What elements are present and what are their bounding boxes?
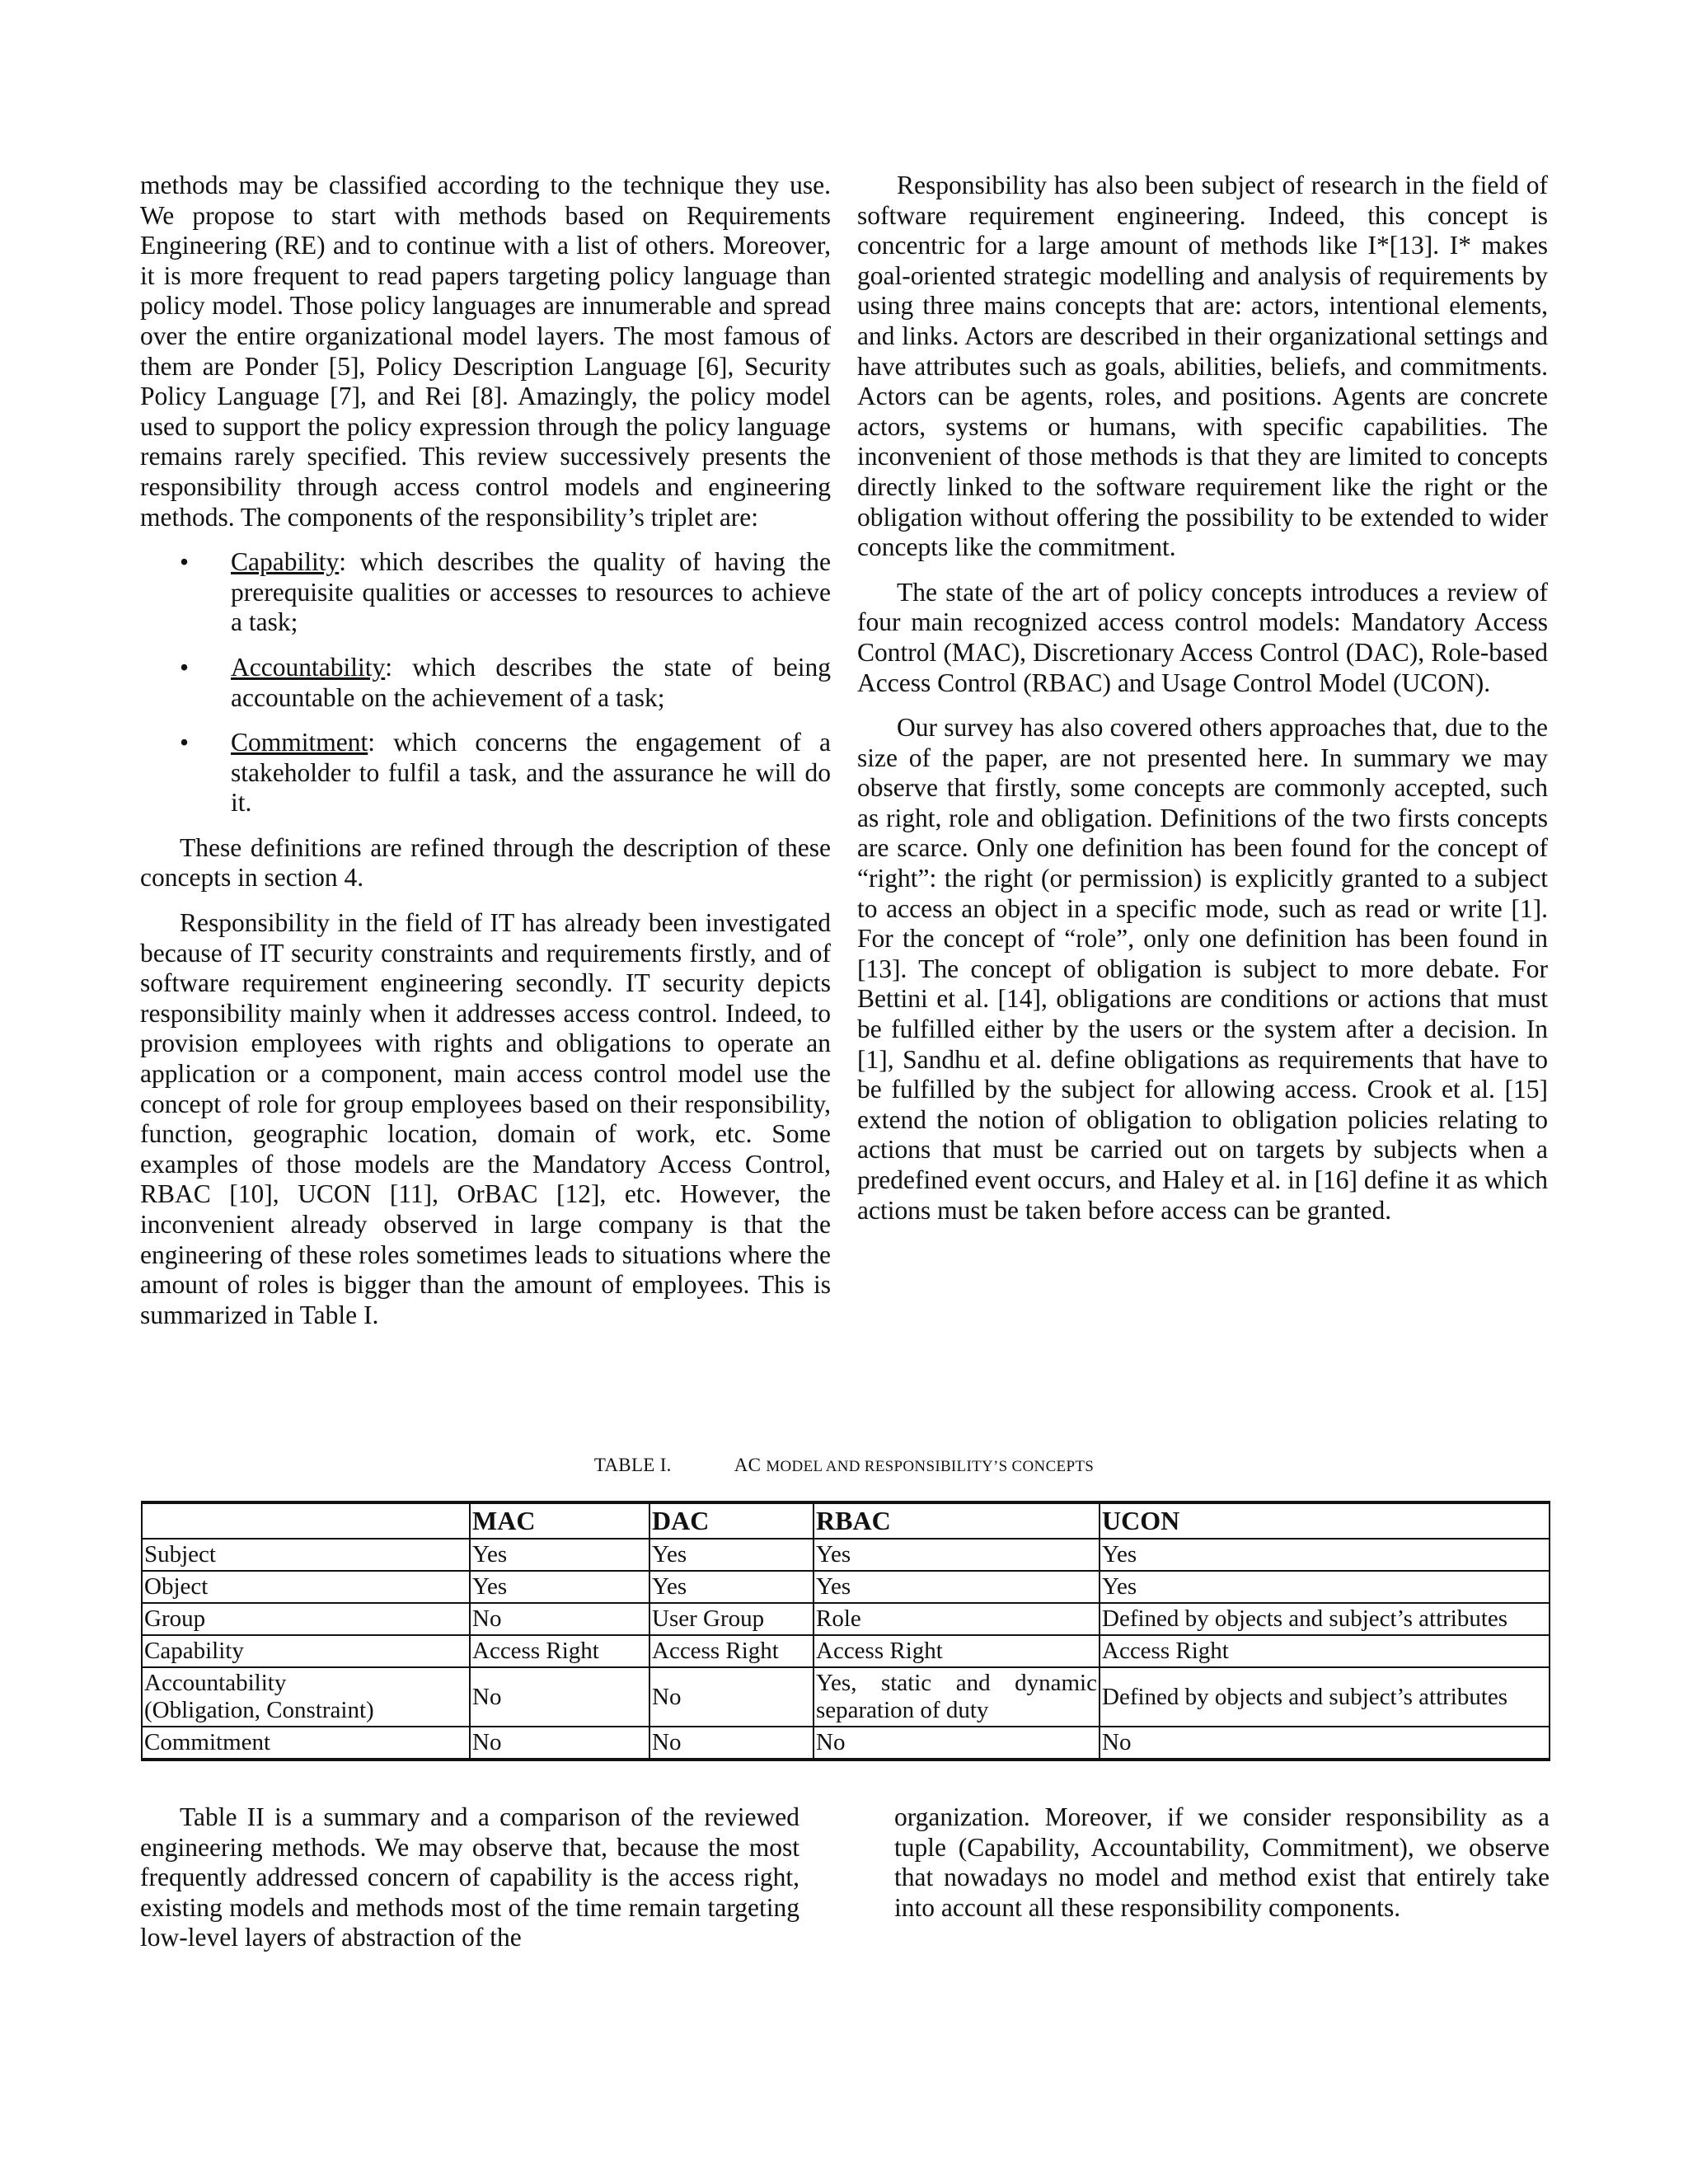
- table-row: [142, 1727, 1550, 1760]
- table-cell: Access Right: [470, 1635, 649, 1667]
- term-capability: Capability: [231, 547, 340, 577]
- ac-model-table: [141, 1501, 1550, 1761]
- table-cell: User Group: [649, 1603, 814, 1635]
- paragraph-survey-summary: Our survey has also covered others approaches that, due to the size of the paper, are not presented here. In summary we may observe that firstly, some concepts are commonly accepted, such as right, role and obligation. Definitions of the two firsts concepts are scarce. Only one definition has been found for the concept of “right”: the right (or permission) is explicitly granted to a subject to access an object in a specific mode, such as read or write [1]. For the concept of “role”, only one definition has been found in [13]. The concept of obligation is subject to more debate. For Bettini et al. [14], obligations are conditions or actions that must be fulfilled either by the users or the system after a decision. In [1], Sandhu et al. define obligations as requirements that have to be fulfilled by the subject for allowing access. Crook et al. [15] extend the notion of obligation to obligation policies relating to actions that must be carried out on targets by subjects when a predefined event occurs, and Haley et al. in [16] define it as which actions must be taken before access can be granted.: [857, 713, 1548, 1225]
- table-cell: No: [470, 1727, 649, 1760]
- table-cell: Yes: [470, 1539, 649, 1571]
- paragraph-state-of-art: The state of the art of policy concepts introduces a review of four main recognized access control models: Mandatory Access Control (MAC), Discretionary Access Control (DAC), Role-based Access Control (RBAC) and Usage Control Model (UCON).: [857, 577, 1548, 697]
- table-cell: No: [470, 1603, 649, 1635]
- bottom-right-column: [894, 1802, 1550, 1923]
- table-row-label: Commitment: [142, 1727, 470, 1760]
- table-container: [141, 1501, 1550, 1761]
- table-cell: Yes: [649, 1571, 814, 1603]
- bottom-left-column: [140, 1802, 799, 1953]
- table-header-rbac: RBAC: [814, 1502, 1100, 1539]
- definition-accountability: : which describes the state of being accountable on the achievement of a task;: [231, 652, 831, 712]
- table-cell: Yes: [814, 1539, 1100, 1571]
- table-cell: No: [649, 1667, 814, 1727]
- paragraph-definitions-refined: These definitions are refined through the description of these concepts in section 4.: [140, 832, 831, 893]
- term-commitment: Commitment: [231, 728, 368, 757]
- paragraph-responsibility-it: Responsibility in the field of IT has already been investigated because of IT security constraints and requirements firstly, and of software requirement engineering secondly. IT security depicts responsibility mainly when it addresses access control. Indeed, to provision employees with rights and obligations to operate an application or a component, main access control model use the concept of role for group employees based on their responsibility, function, geographic location, domain of work, etc. Some examples of those models are the Mandatory Access Control, RBAC [10], UCON [11], OrBAC [12], etc. However, the inconvenient already observed in large company is that the engineering of these roles sometimes leads to situations where the amount of roles is bigger than the amount of employees. This is summarized in Table I.: [140, 908, 831, 1329]
- table-row-label: Object: [142, 1571, 470, 1603]
- paragraph-requirement-engineering: Responsibility has also been subject of research in the field of software requirement engineering. Indeed, this concept is concentric for a large amount of methods like I*[13]. I* makes goal-oriented strategic modelling and analysis of requirements by using three mains concepts that are: actors, intentional elements, and links. Actors are described in their organizational settings and have attributes such as goals, abilities, beliefs, and commitments. Actors can be agents, roles, and positions. Agents are concrete actors, systems or humans, with specific capabilities. The inconvenient of those methods is that they are limited to concepts directly linked to the software requirement like the right or the obligation without offering the possibility to be extended to wider concepts like the commitment.: [857, 171, 1548, 562]
- table-row-label: Group: [142, 1603, 470, 1635]
- table-caption: [0, 1455, 1688, 1476]
- table-header-dac: DAC: [649, 1502, 814, 1539]
- paragraph-methods-classification: methods may be classified according to the technique they use. We propose to start with methods based on Requirements Engineering (RE) and to continue with a list of others. Moreover, it is more frequent to read papers targeting policy language than policy model. Those policy languages are innumerable and spread over the entire organizational model layers. The most famous of them are Ponder [5], Policy Description Language [6], Security Policy Language [7], and Rei [8]. Amazingly, the policy model used to support the policy expression through the policy language remains rarely specified. This review successively presents the responsibility through access control models and engineering methods. The components of the responsibility’s triplet are:: [140, 171, 831, 532]
- table-row-label: Subject: [142, 1539, 470, 1571]
- table-caption-label: TABLE I.: [593, 1455, 672, 1475]
- paragraph-organization-conclusion: organization. Moreover, if we consider responsibility as a tuple (Capability, Accountability, Commitment), we observe that nowadays no model and method exist that entirely take into account all these responsibility components.: [894, 1802, 1550, 1922]
- table-row: [142, 1667, 1550, 1727]
- table-cell: Yes: [1100, 1539, 1550, 1571]
- table-cell: Defined by objects and subject’s attributes: [1100, 1603, 1550, 1635]
- table-cell: Role: [814, 1603, 1100, 1635]
- table-caption-lead: AC: [734, 1455, 762, 1475]
- table-row: [142, 1603, 1550, 1635]
- table-header-ucon: UCON: [1100, 1502, 1550, 1539]
- responsibility-triplet-list: [140, 547, 831, 818]
- table-cell: Yes: [470, 1571, 649, 1603]
- bullet-icon: •: [180, 728, 190, 757]
- paragraph-table-ii-summary: Table II is a summary and a comparison of the reviewed engineering methods. We may observe that, because the most frequently addressed concern of capability is the access right, existing models and methods most of the time remain targeting low-level layers of abstraction of the: [140, 1802, 799, 1952]
- row-label-accountability: Accountability: [144, 1670, 287, 1696]
- left-column: [140, 171, 831, 1330]
- table-cell: No: [470, 1667, 649, 1727]
- table-row: [142, 1571, 1550, 1603]
- table-cell: No: [1100, 1727, 1550, 1760]
- table-header-row: [142, 1502, 1550, 1539]
- table-row-label: Capability: [142, 1635, 470, 1667]
- table-cell: Access Right: [814, 1635, 1100, 1667]
- list-item-accountability: [140, 653, 831, 713]
- right-column: [857, 171, 1548, 1226]
- table-row: [142, 1539, 1550, 1571]
- table-caption-title: MODEL AND RESPONSIBILITY’S CONCEPTS: [766, 1458, 1095, 1475]
- table-cell: Defined by objects and subject’s attributes: [1100, 1667, 1550, 1727]
- table-cell: Access Right: [1100, 1635, 1550, 1667]
- bullet-icon: •: [180, 652, 190, 682]
- list-item-commitment: [140, 728, 831, 818]
- table-row-label: [142, 1667, 470, 1727]
- table-cell: Access Right: [649, 1635, 814, 1667]
- table-cell: No: [649, 1727, 814, 1760]
- table-cell: No: [814, 1727, 1100, 1760]
- row-label-accountability-sub: (Obligation, Constraint): [144, 1697, 374, 1723]
- term-accountability: Accountability: [231, 652, 386, 682]
- bullet-icon: •: [180, 547, 190, 577]
- table-row: [142, 1635, 1550, 1667]
- definition-commitment: : which concerns the engagement of a stakeholder to fulfil a task, and the assurance he will do it.: [231, 728, 831, 818]
- table-cell: Yes: [814, 1571, 1100, 1603]
- list-item-capability: [140, 547, 831, 638]
- definition-capability: : which describes the quality of having the prerequisite qualities or accesses to resources to achieve a task;: [231, 547, 831, 637]
- table-cell: Yes: [649, 1539, 814, 1571]
- table-header-cell: [142, 1502, 470, 1539]
- table-cell: Yes, static and dynamic separation of duty: [814, 1667, 1100, 1727]
- table-header-mac: MAC: [470, 1502, 649, 1539]
- table-cell: Yes: [1100, 1571, 1550, 1603]
